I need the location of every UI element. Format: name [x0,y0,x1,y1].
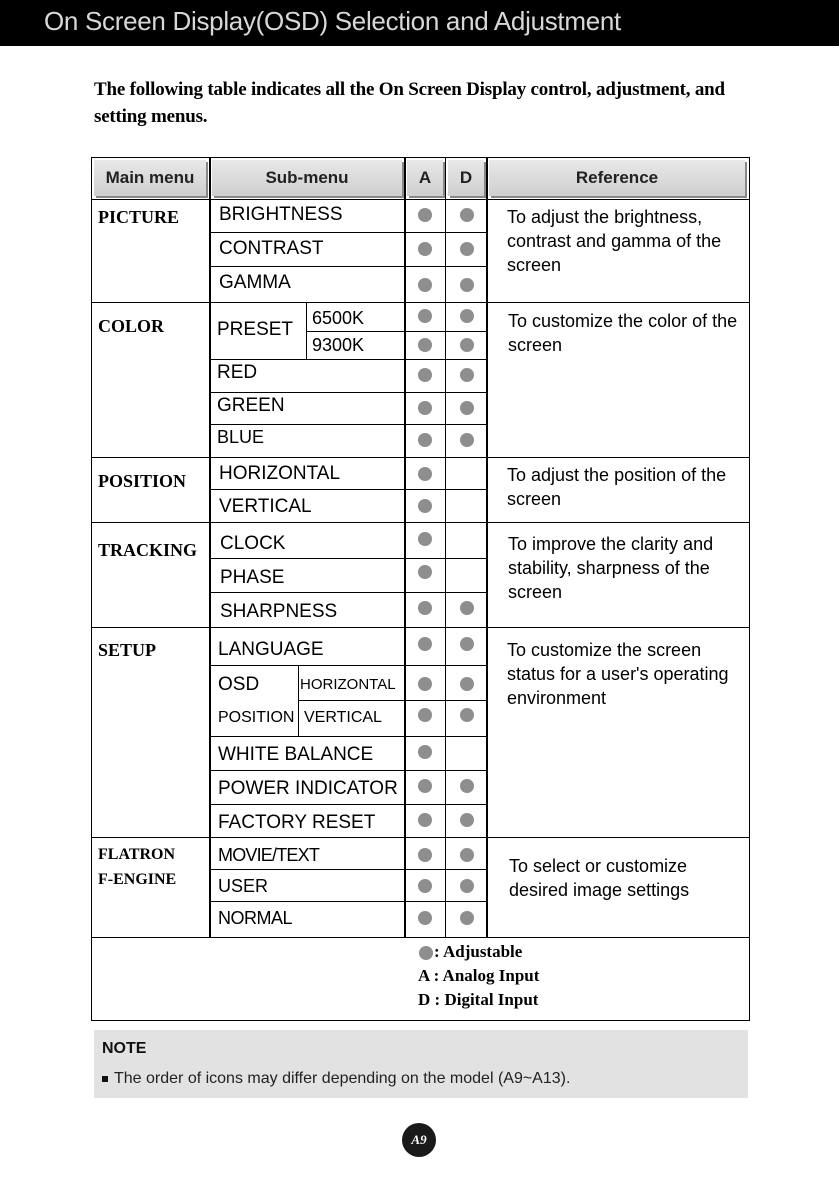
divider [211,901,486,902]
note-text-row [102,1070,570,1088]
adjustable-dot [460,708,474,722]
adjustable-dot [460,848,474,862]
sub-blue: BLUE [217,427,265,447]
adjustable-dot [418,499,432,513]
sub-factory-reset: FACTORY RESET [218,812,376,833]
sub-gamma: GAMMA [219,272,291,293]
adjustable-dot [418,848,432,862]
sub-normal: NORMAL [218,908,293,928]
main-menu-tracking: TRACKING [98,540,198,560]
adjustable-dot [460,677,474,691]
divider [211,869,486,870]
adjustable-dot [460,368,474,382]
adjustable-dot [418,368,432,382]
adjustable-dot [460,278,474,292]
divider [91,199,750,200]
divider [211,736,486,737]
adjustable-dot [460,813,474,827]
divider [91,837,750,838]
sub-6500k: 6500K [312,308,365,328]
sub-power-indicator: POWER INDICATOR [218,778,398,799]
adjustable-dot [418,745,432,759]
sub-osd-vertical: VERTICAL [304,709,382,726]
divider [211,665,486,666]
sub-9300k: 9300K [312,335,365,355]
sub-user: USER [218,876,269,896]
divider [91,457,750,458]
sub-clock: CLOCK [220,533,286,554]
adjustable-dot [418,208,432,222]
adjustable-dot [418,401,432,415]
sub-contrast: CONTRAST [219,238,324,259]
divider [91,937,750,938]
divider [209,157,211,938]
adjustable-dot [418,677,432,691]
divider [445,157,446,938]
legend-analog: A : Analog Input [418,966,540,985]
adjustable-dot [460,779,474,793]
divider [404,157,406,938]
sub-preset: PRESET [217,319,294,340]
sub-red: RED [217,362,258,383]
adjustable-dot [418,813,432,827]
bullet-icon [102,1076,108,1082]
header-reference: Reference [489,160,745,196]
divider [307,331,486,332]
adjustable-dot [418,309,432,323]
sub-green: GREEN [217,395,285,416]
divider [211,232,486,233]
note-box [94,1030,748,1098]
reference-color: To customize the color of the screen [508,311,738,355]
divider [211,266,486,267]
intro-text: The following table indicates all the On Screen Display control, adjustment, and setting menus. [94,79,725,127]
main-menu-color: COLOR [98,316,165,336]
sub-osd: OSD [218,674,260,695]
adjustable-dot [418,911,432,925]
legend-dot [419,946,433,960]
divider [211,592,486,593]
divider [211,558,486,559]
adjustable-dot [460,601,474,615]
sub-osd-position: POSITION [218,709,295,726]
adjustable-dot [418,467,432,481]
adjustable-dot [418,708,432,722]
page-title: On Screen Display(OSD) Selection and Adjustment [44,6,621,36]
divider [211,770,486,771]
adjustable-dot [418,601,432,615]
divider [211,392,486,393]
adjustable-dot [418,637,432,651]
reference-tracking: To improve the clarity and stability, sharpness of the screen [508,534,714,602]
adjustable-dot [460,242,474,256]
note-text: The order of icons may differ depending on the model (A9~A13). [114,1070,571,1087]
main-menu-position: POSITION [98,471,187,491]
divider [211,804,486,805]
adjustable-dot [460,433,474,447]
divider [486,157,488,938]
main-menu-picture: PICTURE [98,207,180,227]
main-menu-flatron: FLATRON [98,846,176,863]
sub-white-balance: WHITE BALANCE [218,744,374,765]
main-menu-f-engine: F-ENGINE [98,871,177,888]
header-a: A [407,160,443,196]
adjustable-dot [418,565,432,579]
sub-osd-horizontal: HORIZONTAL [300,676,396,693]
page-number: A9 [402,1123,436,1157]
note-title: NOTE [102,1040,147,1057]
adjustable-dot [460,309,474,323]
header-sub-menu: Sub-menu [212,160,402,196]
adjustable-dot [460,879,474,893]
sub-phase: PHASE [220,567,285,588]
divider [91,302,750,303]
adjustable-dot [418,779,432,793]
reference-setup: To customize the screen status for a user's operating environment [507,640,729,708]
adjustable-dot [418,338,432,352]
adjustable-dot [418,278,432,292]
legend-adjustable: : Adjustable [434,942,523,961]
adjustable-dot [418,242,432,256]
header-d: D [448,160,484,196]
reference-position: To adjust the position of the screen [507,465,727,509]
reference-picture: To adjust the brightness, contrast and gamma of the screen [507,207,722,275]
adjustable-dot [460,637,474,651]
sub-brightness: BRIGHTNESS [219,204,343,225]
adjustable-dot [460,208,474,222]
sub-language: LANGUAGE [218,639,324,660]
sub-sharpness: SHARPNESS [220,601,338,622]
adjustable-dot [418,433,432,447]
title-banner [0,0,839,46]
divider [299,700,486,701]
adjustable-dot [460,911,474,925]
sub-movie-text: MOVIE/TEXT [218,845,320,865]
divider [211,424,486,425]
divider [211,489,486,490]
legend-digital: D : Digital Input [418,990,539,1009]
divider [91,627,750,628]
sub-horizontal: HORIZONTAL [219,463,341,484]
sub-vertical: VERTICAL [219,496,312,517]
divider [211,359,486,360]
adjustable-dot [460,338,474,352]
adjustable-dot [418,532,432,546]
divider [91,522,750,523]
header-main-menu: Main menu [94,160,206,196]
adjustable-dot [418,879,432,893]
main-menu-setup: SETUP [98,640,157,660]
reference-flatron: To select or customize desired image settings [509,856,690,900]
adjustable-dot [460,401,474,415]
